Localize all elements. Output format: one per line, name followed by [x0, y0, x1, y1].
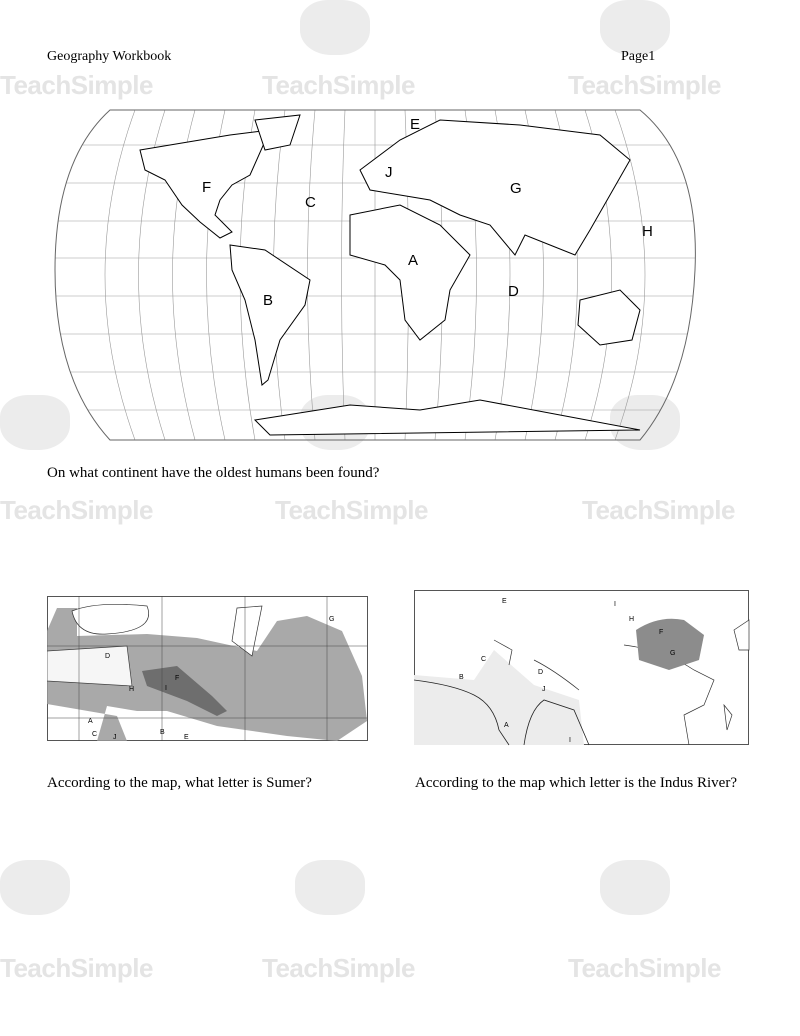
asia-label-a: A	[504, 722, 509, 729]
asia-label-c: C	[481, 656, 487, 663]
world-map-label-h: H	[642, 223, 653, 240]
world-map-label-d: D	[508, 283, 519, 300]
asia-label-j: J	[542, 686, 546, 693]
asia-label-e: E	[502, 598, 507, 605]
watermark: TeachSimple	[582, 495, 735, 525]
meso-label-h: H	[129, 686, 135, 693]
world-map-label-j: J	[385, 164, 393, 181]
asia-label-g: G	[670, 650, 676, 657]
meso-label-d: D	[105, 653, 111, 660]
world-map-label-a: A	[408, 252, 419, 269]
world-map-label-e: E	[410, 116, 421, 133]
watermark: TeachSimple	[262, 953, 415, 983]
watermark: TeachSimple	[275, 495, 428, 525]
question-sumer: According to the map, what letter is Sumer?	[47, 775, 312, 791]
watermark-owl-icon	[600, 860, 670, 915]
page-number: Page1	[621, 49, 656, 64]
asia-label-i-lower: I	[569, 737, 571, 744]
meso-label-j: J	[113, 734, 117, 741]
meso-label-a: A	[88, 718, 93, 725]
question-oldest-humans: On what continent have the oldest humans been found?	[47, 465, 380, 481]
asia-label-d: D	[538, 669, 544, 676]
watermark: TeachSimple	[262, 70, 415, 100]
header-title: Geography Workbook	[47, 49, 172, 64]
world-map-label-c: C	[305, 194, 316, 211]
world-map-label-f: F	[202, 179, 212, 196]
meso-label-i: I	[165, 685, 167, 692]
watermark: TeachSimple	[568, 70, 721, 100]
world-map	[0, 0, 800, 460]
asia-label-f: F	[659, 629, 664, 636]
world-map-label-g: G	[510, 180, 522, 197]
meso-label-b: B	[160, 729, 165, 736]
asia-label-h: H	[629, 616, 635, 623]
world-map-label-b: B	[263, 292, 274, 309]
asia-map	[414, 590, 750, 746]
asia-label-b: B	[459, 674, 464, 681]
meso-label-f: F	[175, 675, 180, 682]
watermark: TeachSimple	[0, 953, 153, 983]
watermark-owl-icon	[295, 860, 365, 915]
question-indus-river: According to the map which letter is the Indus River?	[415, 775, 737, 791]
asia-label-i: I	[614, 601, 616, 608]
mesopotamia-map	[47, 596, 369, 742]
watermark: TeachSimple	[568, 953, 721, 983]
meso-label-e: E	[184, 734, 189, 741]
watermark: TeachSimple	[0, 70, 153, 100]
watermark: TeachSimple	[0, 495, 153, 525]
watermark-owl-icon	[0, 860, 70, 915]
meso-label-g: G	[329, 616, 335, 623]
meso-label-c: C	[92, 731, 98, 738]
